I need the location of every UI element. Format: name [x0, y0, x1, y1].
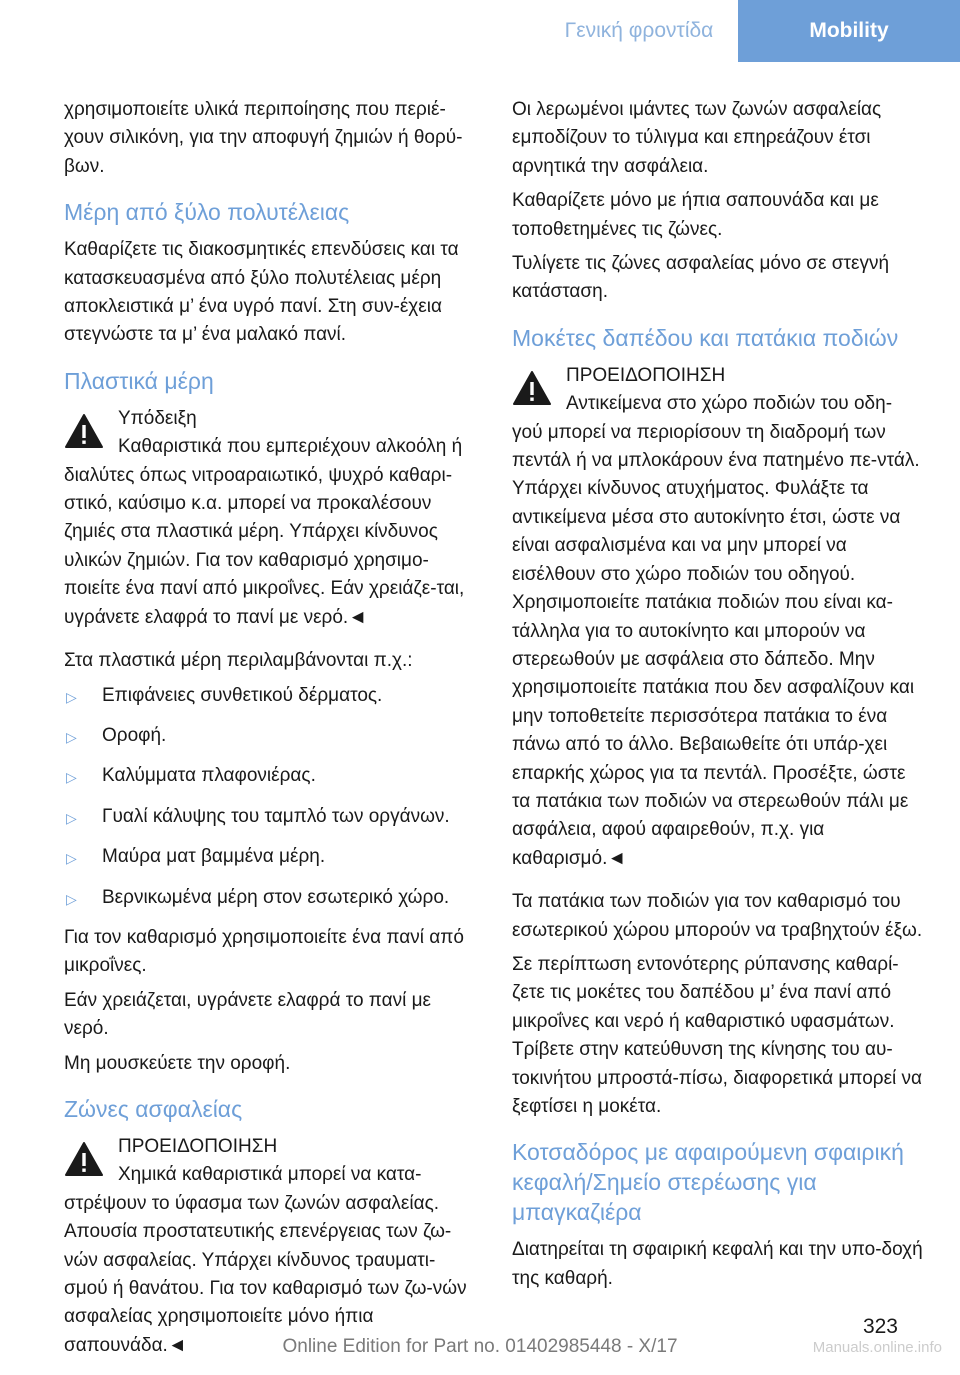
warning-floor-mats [512, 362, 926, 873]
left-column [64, 96, 478, 1375]
paragraph-plastic-intro: Στα πλαστικά μέρη περιλαμβάνονται π.χ.: [64, 650, 413, 672]
warning-seat-belts [64, 1133, 478, 1360]
watermark: Manuals.online.info [812, 1339, 942, 1356]
heading-seat-belts: Ζώνες ασφαλείας [64, 1095, 243, 1122]
paragraph-ball-head: Διατηρείται τη σφαιρική κεφαλή και την υπο-δοχή της καθαρή. [512, 1239, 923, 1289]
notice-title: Υπόδειξη [118, 407, 197, 429]
notice-text: διαλύτες όπως νιτροαραιωτικό, ψυχρό καθαρι-στικό, καύσιμο κ.α. μπορεί να προκαλέσουν ζημιές στα πλαστικά μέρη. Υπάρχει κίνδυνος υλικών ζημιών. Για τον καθαρισμό χρησιμο-ποιείτε ένα πανί από μικροΐνες. Εάν χρειάζε-ται, υγράνετε ελαφρά το πανί με νερό.◄ [64, 464, 465, 628]
edition-footer: Online Edition for Part no. 01402985448 - X/17 [282, 1336, 678, 1357]
list-item [64, 682, 478, 711]
heading-floor-mats: Μοκέτες δαπέδου και πατάκια ποδιών [512, 324, 899, 351]
list-item [64, 722, 478, 751]
list-item-text: Βερνικωμένα μέρη στον εσωτερικό χώρο. [102, 886, 450, 908]
paragraph-microfiber: Για τον καθαρισμό χρησιμοποιείτε ένα πανί από μικροΐνες. [64, 926, 464, 977]
paragraph-heavy-soiling: Σε περίπτωση εντονότερης ρύπανσης καθαρί-ζετε τις μοκέτες του δαπέδου μ’ ένα πανί από μικροΐνες και νερό ή καθαριστικό υφασμάτων. Τρίβετε στην κατεύθυνση της κίνησης του αυ-τοκινήτου μπροστά-πίσω, διαφορετικά μπορεί να ξεφτίσει η μοκέτα. [512, 953, 923, 1117]
paragraph-mats-removable: Τα πατάκια των ποδιών για τον καθαρισμό του εσωτερικού χώρου μπορούν να τραβηχτούν έξω. [512, 891, 923, 941]
list-item [64, 803, 478, 832]
bullet-triangle-icon: ▷ [66, 769, 77, 786]
paragraph-silicone: χρησιμοποιείτε υλικά περιποίησης που περιέ-χουν σιλικόνη, για την αποφυγή ζημιών ή θορύ-βων. [64, 99, 463, 177]
paragraph-roof: Μη μουσκεύετε την οροφή. [64, 1052, 291, 1074]
warning-triangle-icon [512, 370, 552, 406]
notice-text-first-line: Καθαριστικά που εμπεριέχουν αλκοόλη ή [118, 436, 463, 458]
warning-triangle-icon [64, 413, 104, 449]
paragraph-wet-cloth: Εάν χρειάζεται, υγράνετε ελαφρά το πανί με νερό. [64, 989, 432, 1040]
bullet-triangle-icon: ▷ [66, 688, 77, 705]
paragraph-wood: Καθαρίζετε τις διακοσμητικές επενδύσεις και τα κατασκευασμένα από ξύλο πολυτέλειας μέρη αποκλειστικά μ’ ένα υγρό πανί. Στη συν-έχεια στεγνώστε τα μ’ ένα μαλακό πανί. [64, 239, 459, 346]
list-item [64, 762, 478, 791]
bullet-triangle-icon: ▷ [66, 850, 77, 867]
bullet-triangle-icon: ▷ [66, 809, 77, 826]
list-item-text: Επιφάνειες συνθετικού δέρματος. [102, 684, 383, 706]
list-item [64, 884, 478, 913]
warning-text-first-line: Αντικείμενα στο χώρο ποδιών του οδη- [566, 393, 893, 415]
warning-text: στρέψουν το ύφασμα των ζωνών ασφαλείας. Απουσία προστατευτικής επενέργειας των ζω-νών ασφαλείας. Υπάρχει κίνδυνος τραυματι-σμού ή θανάτου. Για τον καθαρισμό των ζω-νών ασφαλείας χρησιμοποιείτε μόνο ήπια σαπουνάδα.◄ [64, 1192, 467, 1356]
notice-plastic [64, 405, 478, 632]
list-item-text: Μαύρα ματ βαμμένα μέρη. [102, 846, 326, 868]
list-item-text: Καλύμματα πλαφονιέρας. [102, 765, 316, 787]
warning-triangle-icon [64, 1141, 104, 1177]
paragraph-dirty-belts: Οι λερωμένοι ιμάντες των ζωνών ασφαλείας εμποδίζουν το τύλιγμα και επηρεάζουν έτσι αρνητικά την ασφάλεια. [512, 99, 882, 177]
bullet-triangle-icon: ▷ [66, 890, 77, 907]
chapter-tabs [540, 0, 960, 62]
warning-text-first-line: Χημικά καθαριστικά μπορεί να κατα- [118, 1164, 422, 1186]
warning-title: ΠΡΟΕΙΔΟΠΟΙΗΣΗ [118, 1135, 278, 1157]
warning-title: ΠΡΟΕΙΔΟΠΟΙΗΣΗ [566, 364, 726, 386]
tab-mobility[interactable]: Mobility [738, 0, 960, 62]
list-item-text: Οροφή. [102, 724, 167, 746]
paragraph-dry-retract: Τυλίγετε τις ζώνες ασφαλείας μόνο σε στεγνή κατάσταση. [512, 253, 890, 303]
heading-trailer-hitch: Κοτσαδόρος με αφαιρούμενη σφαιρική κεφαλή/Σημείο στερέωσης για μπαγκαζιέρα [512, 1139, 904, 1226]
heading-plastic-parts: Πλαστικά μέρη [64, 367, 214, 394]
tab-general-care[interactable]: Γενική φροντίδα [540, 0, 738, 62]
heading-wood-parts: Μέρη από ξύλο πολυτέλειας [64, 199, 350, 226]
paragraph-mild-soap: Καθαρίζετε μόνο με ήπια σαπουνάδα και με τοποθετημένες τις ζώνες. [512, 190, 879, 240]
page-number: 323 [862, 1315, 898, 1338]
plastic-parts-list [64, 682, 478, 913]
warning-text: γού μπορεί να περιορίσουν τη διαδρομή των πεντάλ ή να μπλοκάρουν ένα πατημένο πε-ντάλ. Υπάρχει κίνδυνος ατυχήματος. Φυλάξτε τα αντικείμενα μέσα στο αυτοκίνητο έτσι, ώστε να είναι ασφαλισμένα και να μην μπορεί να εισέλθουν στο χώρο ποδιών του οδηγού. Χρησιμοποιείτε πατάκια ποδιών που είναι κα-τάλληλα για το αυτοκίνητο και μπορούν να στερεωθούν με ασφάλεια στο δάπεδο. Μην χρησιμοποιείτε πατάκια που δεν ασφαλίζουν και μην τοποθετείτε περισσότερα πατάκια το ένα πάνω από το άλλο. Βεβαιωθείτε ότι υπάρ-χει επαρκής χώρος για τα πεντάλ. Προσέξτε, ώστε τα πατάκια των ποδιών να στερεωθούν πάλι με ασφάλεια, αφού αφαιρεθούν, π.χ. για καθαρισμό.◄ [512, 421, 920, 869]
list-item [64, 843, 478, 872]
bullet-triangle-icon: ▷ [66, 728, 77, 745]
list-item-text: Γυαλί κάλυψης του ταμπλό των οργάνων. [102, 805, 450, 827]
right-column [512, 96, 926, 1308]
